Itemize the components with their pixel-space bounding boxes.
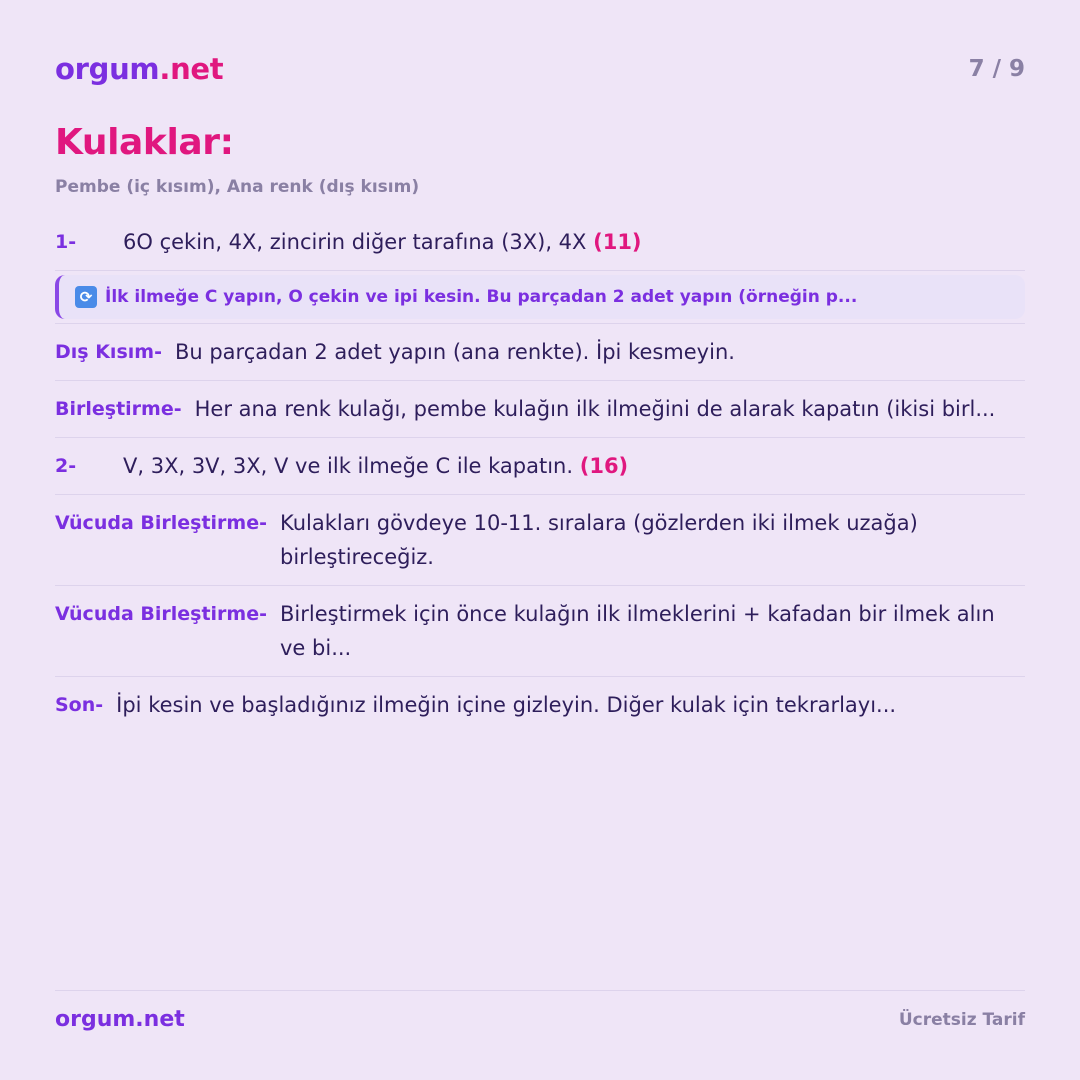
step-row: [55, 677, 1025, 733]
brand-name: orgum: [55, 52, 160, 86]
page-counter: 7 / 9: [968, 56, 1025, 82]
step-row: [55, 381, 1025, 438]
step-label: 2-: [55, 455, 77, 477]
header: [55, 52, 1025, 92]
footer: [55, 990, 1025, 1051]
section-title: Kulaklar:: [55, 122, 234, 163]
step-text: Her ana renk kulağı, pembe kulağın ilk ilmeğini de alarak kapatın (ikisi birl...: [194, 397, 996, 421]
stitch-count: (11): [593, 230, 642, 254]
instruction-list: [55, 214, 1025, 733]
step-text-body: V, 3X, 3V, 3X, V ve ilk ilmeğe C ile kapatın.: [123, 454, 580, 478]
step-label: Birleştirme-: [55, 398, 182, 420]
step-text: Kulakları gövdeye 10-11. sıralara (gözlerden iki ilmek uzağa) birleştireceğiz.: [280, 511, 918, 569]
step-label: Vücuda Birleştirme-: [55, 512, 267, 534]
note-callout: [55, 275, 1025, 319]
repeat-icon: ⟳: [75, 286, 97, 308]
step-row: [55, 438, 1025, 495]
step-label: Son-: [55, 694, 104, 716]
footer-brand-link[interactable]: orgum.net: [55, 1007, 185, 1032]
step-label: Dış Kısım-: [55, 341, 162, 363]
step-text: Bu parçadan 2 adet yapın (ana renkte). İpi kesmeyin.: [174, 340, 735, 364]
step-text: Birleştirmek için önce kulağın ilk ilmeklerini + kafadan bir ilmek alın ve bi...: [280, 602, 995, 660]
step-text-body: 6O çekin, 4X, zincirin diğer tarafına (3X), 4X: [123, 230, 594, 254]
step-row: [55, 324, 1025, 381]
step-text: İpi kesin ve başladığınız ilmeğin içine gizleyin. Diğer kulak için tekrarlayı...: [116, 693, 897, 717]
step-label: 1-: [55, 231, 77, 253]
step-text: [123, 449, 1025, 483]
step-text: [123, 225, 1025, 259]
brand-logo[interactable]: [55, 52, 223, 86]
stitch-count: (16): [579, 454, 629, 478]
step-row: [55, 495, 1025, 586]
note-row: [55, 271, 1025, 324]
section-subtitle: Pembe (iç kısım), Ana renk (dış kısım): [55, 177, 420, 197]
step-row: [55, 214, 1025, 271]
footer-tag: Ücretsiz Tarif: [898, 1010, 1025, 1030]
note-text: İlk ilmeğe C yapın, O çekin ve ipi kesin. Bu parçadan 2 adet yapın (örneğin p...: [105, 287, 858, 307]
brand-domain: .net: [159, 52, 224, 86]
step-label: Vücuda Birleştirme-: [55, 603, 267, 625]
step-row: [55, 586, 1025, 677]
